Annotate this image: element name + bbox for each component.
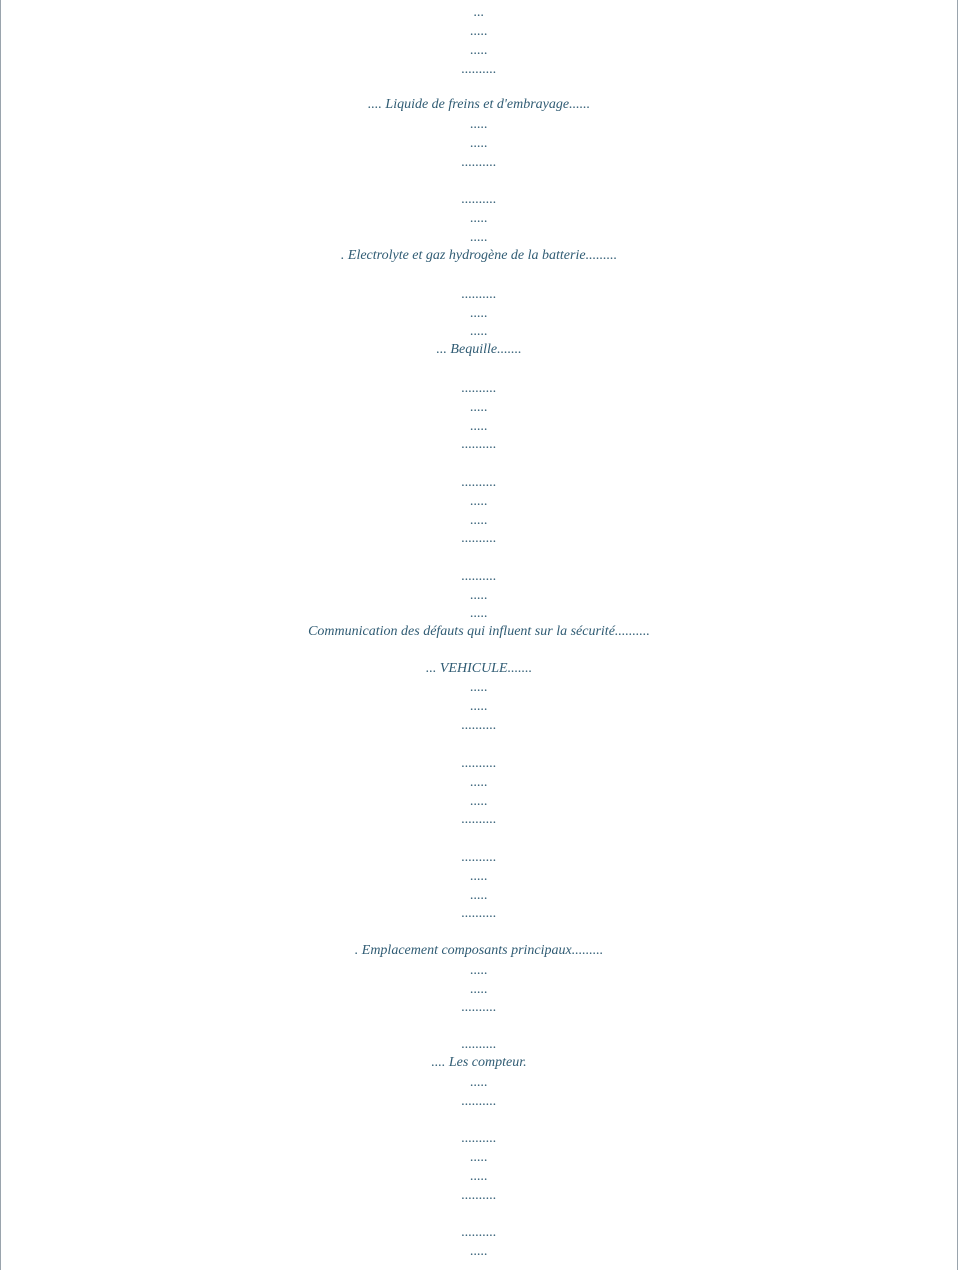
text-line: ..... [470, 494, 488, 509]
toc-entry-battery: . Electrolyte et gaz hydrogène de la batterie......... [340, 248, 618, 263]
toc-entry-compteur: .... Les compteur. [431, 1055, 527, 1070]
text-line: .......... [461, 906, 497, 921]
text-line: .......... [461, 287, 497, 302]
text-line: ..... [470, 888, 488, 903]
text-line: ..... [470, 211, 488, 226]
text-line: .......... [461, 1037, 497, 1052]
text-line: .......... [461, 475, 497, 490]
text-line: ..... [470, 117, 488, 132]
text-line: ..... [470, 775, 488, 790]
text-line: ..... [470, 606, 488, 621]
text-line: ..... [470, 324, 488, 339]
text-line: .......... [461, 1188, 497, 1203]
text-line: ..... [470, 1169, 488, 1184]
toc-entry-safety-defects: Communication des défauts qui influent sur la sécurité.......... [308, 624, 650, 639]
text-line: .......... [461, 62, 497, 77]
toc-entry-components: . Emplacement composants principaux......... [354, 943, 604, 958]
text-line: .......... [461, 850, 497, 865]
text-line: ..... [470, 136, 488, 151]
text-line: ... [473, 5, 485, 20]
toc-entry-brake-fluid: .... Liquide de freins et d'embrayage...... [367, 97, 591, 112]
text-line: ..... [470, 230, 488, 245]
text-line: ..... [470, 982, 488, 997]
text-line: ..... [470, 869, 488, 884]
text-line: ..... [470, 513, 488, 528]
text-line: .......... [461, 812, 497, 827]
text-line: .......... [461, 1131, 497, 1146]
text-line: .......... [461, 381, 497, 396]
text-line: ..... [470, 306, 488, 321]
text-line: .......... [461, 437, 497, 452]
text-line: .......... [461, 155, 497, 170]
text-line: ..... [470, 699, 488, 714]
toc-entry-vehicule: ... VEHICULE....... [425, 661, 533, 676]
text-line: .......... [461, 1094, 497, 1109]
text-line: ..... [470, 1244, 488, 1259]
text-line: .......... [461, 192, 497, 207]
text-line: ..... [470, 963, 488, 978]
text-line: ..... [470, 680, 488, 695]
text-line: .......... [461, 756, 497, 771]
text-line: .......... [461, 1225, 497, 1240]
text-line: ..... [470, 588, 488, 603]
text-line: .......... [461, 718, 497, 733]
text-line: ..... [470, 400, 488, 415]
text-line: ..... [470, 1075, 488, 1090]
text-line: ..... [470, 419, 488, 434]
text-line: ..... [470, 1150, 488, 1165]
text-line: .......... [461, 569, 497, 584]
text-line: .......... [461, 1000, 497, 1015]
text-line: ..... [470, 43, 488, 58]
text-line: ..... [470, 24, 488, 39]
text-line: ..... [470, 794, 488, 809]
text-line: .......... [461, 531, 497, 546]
toc-entry-bequille: ... Bequille....... [436, 342, 522, 357]
